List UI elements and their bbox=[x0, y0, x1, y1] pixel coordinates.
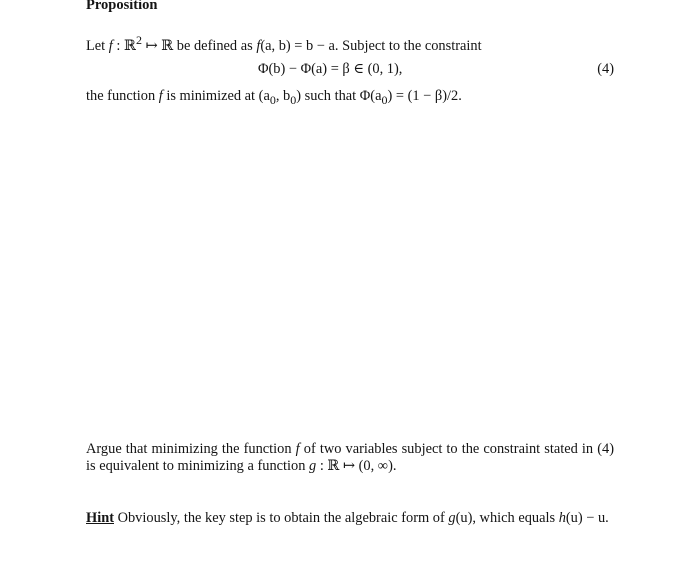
hint-text-c: (u) − u. bbox=[565, 510, 609, 526]
hint-g: g bbox=[448, 510, 456, 526]
minimizer-text-d: ) such that Φ(a bbox=[296, 88, 382, 104]
hint-text-b: (u), which equals bbox=[455, 510, 559, 526]
colon: : bbox=[112, 37, 124, 54]
equation-number: (4) bbox=[597, 61, 614, 77]
sub-phi-a0: 0 bbox=[381, 92, 388, 107]
hint-text-a: Obviously, the key step is to obtain the algebraic form of bbox=[114, 510, 449, 526]
hint-h: h bbox=[558, 510, 566, 526]
codomain-symbol: ℝ bbox=[161, 37, 174, 54]
domain-symbol: ℝ bbox=[124, 37, 136, 54]
argue-text-b: of two variables subject to the constraint stated in (4) is equivalent to minimizing a function bbox=[86, 441, 614, 474]
subject-to-text: . Subject to the constraint bbox=[334, 37, 482, 54]
domain-exponent: 2 bbox=[135, 33, 142, 47]
minimizer-text-e: ) = (1 − β)/2. bbox=[387, 88, 462, 104]
constraint-equation-row bbox=[86, 59, 614, 79]
definition-f: f bbox=[256, 37, 261, 54]
argue-text-c: : ℝ ↦ (0, ∞). bbox=[316, 458, 397, 474]
minimizer-f: f bbox=[158, 88, 163, 104]
function-definition-line bbox=[86, 31, 614, 55]
proposition-heading: Proposition bbox=[86, 0, 158, 13]
hint-label: Hint bbox=[86, 510, 114, 526]
minimizer-line bbox=[86, 87, 614, 109]
argue-g: g bbox=[309, 458, 317, 474]
function-symbol-f: f bbox=[108, 37, 113, 54]
minimizer-text-c: , b bbox=[275, 88, 291, 104]
constraint-equation: Φ(b) − Φ(a) = β ∈ (0, 1), bbox=[258, 61, 403, 77]
definition-args: (a, b) = b − a bbox=[260, 37, 335, 54]
hint-paragraph bbox=[86, 510, 614, 527]
maps-to-arrow: ↦ bbox=[141, 37, 162, 54]
sub-b0: 0 bbox=[290, 92, 297, 107]
argue-f: f bbox=[295, 441, 300, 457]
let-word: Let bbox=[86, 37, 106, 54]
sub-a0: 0 bbox=[269, 92, 276, 107]
defined-as-text: be defined as bbox=[173, 37, 257, 54]
minimizer-text-b: is minimized at (a bbox=[162, 88, 270, 104]
argue-paragraph bbox=[86, 441, 614, 475]
argue-text-a: Argue that minimizing the function bbox=[86, 441, 296, 457]
minimizer-text-a: the function bbox=[86, 88, 159, 104]
